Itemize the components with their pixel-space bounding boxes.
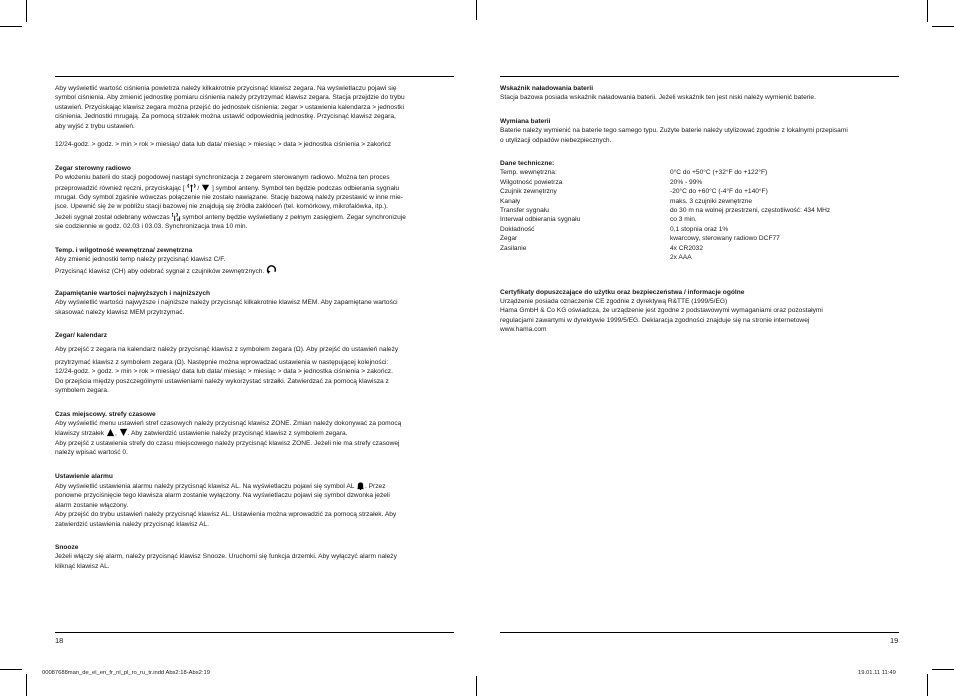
crop-mark: [476, 676, 477, 696]
header-rule: [500, 76, 899, 77]
section-radio-clock: Zegar sterowny radiowo Po włożeniu baterii do stacji pogodowej nastąpi synchronizacja z zegarem sterowanym radiowo. Można ten proces przeprowadzić również ręczni, przyciskając [ / ] symbol anteny. Symbol ten będzie podczas odbierania sygnału mrugał. Gdy symbol zgaśnie wówczas połączenie nie zostało nawiązane. Stację bazową należy przestawić w inne mie- jsce. Upewnić się że w pobliżu stacji bazowej nie znajdują się źródła zakłóceń (tel. komórkowy, mikrofalówka, itp.). Jeżeli sygnał został odebrany wówczas symbol anteny będzie wyświetlany z pełnym zasięgiem. Zegar synchronizuje sie codziennie w godz. 02.03 i 03.03. Synchronizacja trwa 10 min.: [55, 164, 454, 232]
settings-sequence: 12/24-godz. > godz. > min > rok > miesiąc/ data lub data/ miesiąc > miesiąc > data > jednostka ciśnienia > zakończ: [55, 141, 392, 149]
section-heading: Dane techniczne:: [500, 160, 555, 168]
section-heading: Czas miejscowy. strefy czasowe: [55, 410, 156, 418]
section-snooze: Snooze Jeżeli włączy się alarm, należy przycisnąć klawisz Snooze. Uruchomi się funkcja drzemki. Aby wyłączyć alarm należy kliknąć klawisz AL.: [55, 543, 454, 571]
section-specs: [500, 159, 899, 262]
crop-mark: [932, 26, 954, 27]
left-page: [55, 84, 454, 581]
section-clock-calendar: Zegar/ kalendarz Aby przejść z zegara na kalendarz należy przycisnąć klawisz z symbolem zegara (Ω). Aby przejść do ustawień należy przytrzymać klawisz z symbolem zegara (Ω). Następnie można wprowadzać ustawienia w następującej kolejności: 12/24-godz. > godz. > min > rok > miesiąc/ data lub data/ miesiąc > miesiąc > data > jednostka ciśnienia > zakończ. Do przejścia między poszczególnymi ustawieniami należy wykorzystać strzałki. Zatwierdzać za pomocą klawisza z symbolem zegara.: [55, 331, 454, 395]
spec-row: Zegar kwarcowy, sterowany radiowo DCF77: [500, 235, 780, 243]
antenna-icon: [187, 183, 196, 192]
section-heading: Snooze: [55, 544, 79, 552]
section-heading: Zegar/ kalendarz: [55, 332, 108, 340]
crop-mark: [927, 0, 928, 22]
section-heading: Temp. i wilgotność wewnętrzna/ zewnętrzna: [55, 246, 193, 254]
crop-mark: [26, 674, 27, 696]
spec-row: Zasilanie 4x CR2032: [500, 244, 703, 252]
section-heading: Zapamiętanie wartości najwyższych i najniższych: [55, 289, 211, 297]
section-heading: Wskaźnik naładowania baterii: [500, 85, 594, 92]
section-certificates: Certyfikaty dopuszczające do użytku oraz bezpieczeństwa / informacje ogólne Urządzenie posiada oznaczenie CE zgodnie z dyrektywą R&TTE (1999/5/EG) Hama GmbH & Co KG oświadcza, że urządzenie jest zgodne z podstawowymi wymaganiami oraz pozostałymi regulacjami zawartymi w dyrektywie 1999/5/EG. Deklaracja zgodności znajduje się na stronie internetowej www.hama.com: [500, 288, 899, 335]
section-battery-indicator: Wskaźnik naładowania baterii Stacja bazowa posiada wskaźnik naładowania baterii. Jeżeli wskaźnik ten jest niski należy wymienić baterie.: [500, 84, 899, 103]
print-slug-file: 00087688man_de_el_en_fr_nl_pl_ro_ru_tr.indd Abs2:18-Abs2:19: [42, 670, 210, 676]
spec-row: Dokładność 0,1 stopnia oraz 1%: [500, 225, 729, 233]
bell-icon: [356, 481, 365, 490]
spec-row: 2x AAA: [670, 254, 692, 262]
crop-mark: [0, 26, 22, 27]
crop-mark: [26, 0, 27, 22]
section-heading: Zegar sterowny radiowo: [55, 164, 131, 172]
section-battery-replace: Wymiana baterii Baterie należy wymienić na baterie tego samego typu. Zużyte baterie należy utylizować zgodnie z lokalnymi przepisami o utylizacji odpadów niebezpiecznych.: [500, 117, 899, 145]
antenna-signal-icon: [172, 212, 181, 221]
crop-mark: [476, 0, 477, 20]
right-page: [500, 84, 899, 344]
spec-row: Transfer sygnału do 30 m na wolnej przestrzeni, częstotliwość: 434 MHz: [500, 207, 831, 215]
website-link: www.hama.com: [500, 326, 547, 334]
section-heading: Wymiana baterii: [500, 117, 551, 125]
print-slug-date: 19.01.11 11:49: [858, 670, 896, 676]
page-number-right: 19: [890, 636, 899, 645]
section-heading: Ustawienie alarmu: [55, 472, 113, 480]
spec-row: Czujnik zewnętrzny -20°C do +60°C (-4°F do +140°F): [500, 188, 768, 196]
section-temperature: Temp. i wilgotność wewnętrzna/ zewnętrzna Aby zmienić jednostki temp należy przycisnąć klawisz C/F. Przycisnąć klawisz (CH) aby odebrać sygnał z czujników zewnętrznych.: [55, 246, 454, 277]
spec-row: Kanały maks. 3 czujniki zewnętrzne: [500, 197, 753, 205]
pressure-paragraph: Aby wyświetlić wartość ciśnienia powietrza należy kilkakrotnie przycisnąć klawisz zegara. Na wyświetlaczu pojawi się symbol ciśnienia. Aby zmienić jednostkę pomiaru ciśnienia należy przytrzymać klawisz zegara. Stacja przejdzie do trybu ustawień. Przyciskając klawisz zegara można przejść do jednostek ciśnienia: zegar > ustawienia kalendarza > jednostki ciśnienia. Jednostki mrugają. Za pomocą strzałek można ustawić odpowiednią jednostkę. Przycisnąć klawisz zegara, aby wyjść z trybu ustawień.: [55, 85, 405, 130]
arrow-up-icon: [106, 428, 115, 437]
sync-icon: [266, 264, 277, 275]
spec-row: Wilgotność powietrza 20% - 99%: [500, 178, 703, 186]
arrow-down-icon: [119, 428, 128, 437]
section-time-zone: Czas miejscowy. strefy czasowe Aby wyświetlić menu ustawień stref czasowych należy przycisnąć klawisz ZONE. Zmian należy dokonywać za pomocą klawiszy strzałek , . Aby zatwierdzić ustawienie należy przycisnąć klawisz z symbolem zegara. Aby przejść z ustawienia strefy do czasu miejscowego należy przycisnąć klawisz ZONE. Jeżeli nie ma strefy czasowej należy wpisać wartość 0.: [55, 410, 454, 458]
page-number-left: 18: [55, 636, 64, 645]
section-alarm: Ustawienie alarmu Aby wyświetlić ustawienia alarmu należy przycisnąć klawisz AL. Na wyświetlaczu pojawi się symbol AL . Przez ponowne przyciśnięcie tego klawisza alarm zostanie wyłączony. Na wyświetlaczu pojawi się symbol dzwonka jeżeli alarm zostanie włączony. Aby przejść do trybu ustawień należy przycisnąć klawisz AL. Ustawienia można wprowadzić za pomocą strzałek. Aby zatwierdzić ustawienia należy przycisnąć klawisz AL.: [55, 472, 454, 529]
crop-mark: [932, 669, 954, 670]
header-rule: [55, 76, 454, 77]
arrow-down-icon: [201, 183, 210, 192]
crop-mark: [927, 674, 928, 696]
spec-row: Temp. wewnętrzna: 0°C do +50°C (+32°F do +122°F): [500, 169, 768, 177]
section-min-max: Zapamiętanie wartości najwyższych i najniższych Aby wyświetlić wartości najwyższe i najniższe należy przycisnąć kilkakrotnie klawisz MEM. Aby zapamiętane wartości skasować należy klawisz MEM przytrzymać.: [55, 289, 454, 317]
section-heading: Certyfikaty dopuszczające do użytku oraz bezpieczeństwa / informacje ogólne: [500, 288, 745, 296]
specs-table: [500, 168, 899, 262]
footer-rule: [500, 632, 899, 633]
footer-rule: [55, 632, 454, 633]
spec-row: Interwał odbierania sygnału co 3 min.: [500, 216, 697, 224]
crop-mark: [0, 669, 22, 670]
